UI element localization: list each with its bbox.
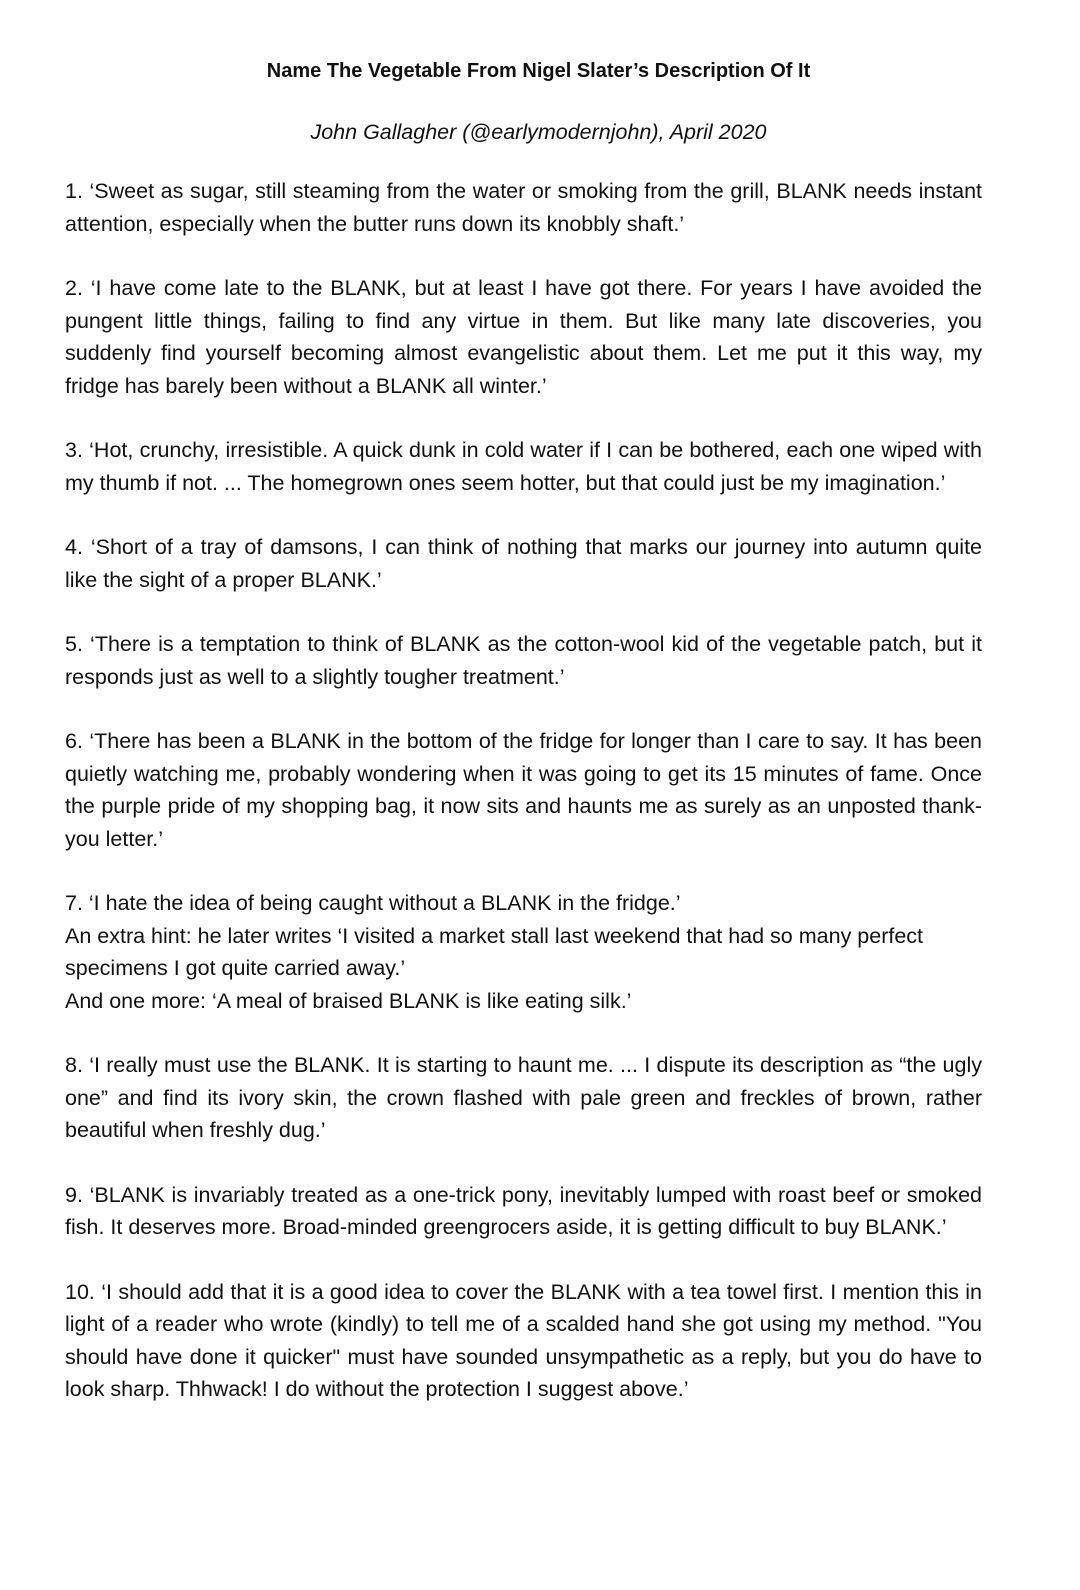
question-4 [65, 531, 982, 596]
question-8 [65, 1049, 982, 1147]
question-7 [65, 887, 982, 1017]
question-text: 2. ‘I have come late to the BLANK, but at least I have got there. For years I have avoided the pungent little things, failing to find any virtue in them. But like many late discoveries, you suddenly find yourself becoming almost evangelistic about them. Let me put it this way, my fridge has barely been without a BLANK all winter.’ [65, 276, 982, 398]
question-text: 5. ‘There is a temptation to think of BLANK as the cotton-wool kid of the vegetable patch, but it responds just as well to a slightly tougher treatment.’ [65, 632, 982, 689]
document-title: Name The Vegetable From Nigel Slater’s Description Of It [266, 60, 811, 82]
document-author: John Gallagher (@earlymodernjohn), April 2020 [310, 120, 767, 144]
question-6 [65, 725, 982, 855]
question-text: 9. ‘BLANK is invariably treated as a one-trick pony, inevitably lumped with roast beef or smoked fish. It deserves more. Broad-minded greengrocers aside, it is getting difficult to buy BLANK.’ [65, 1182, 982, 1239]
question-text: 1. ‘Sweet as sugar, still steaming from the water or smoking from the grill, BLANK needs instant attention, especially when the butter runs down its knobbly shaft.’ [65, 179, 982, 236]
question-hint-2: And one more: ‘A meal of braised BLANK is like eating silk.’ [65, 988, 632, 1013]
question-text: 3. ‘Hot, crunchy, irresistible. A quick dunk in cold water if I can be bothered, each one wiped with my thumb if not. ... The homegrown ones seem hotter, but that could just be my imagination.’ [65, 438, 982, 495]
question-text: 8. ‘I really must use the BLANK. It is starting to haunt me. ... I dispute its description as “the ugly one” and find its ivory skin, the crown flashed with pale green and freckles of brown, rather beautiful when freshly dug.’ [65, 1053, 982, 1142]
question-text: 4. ‘Short of a tray of damsons, I can think of nothing that marks our journey into autumn quite like the sight of a proper BLANK.’ [65, 535, 982, 592]
question-5 [65, 628, 982, 693]
question-9 [65, 1179, 982, 1244]
question-3 [65, 434, 982, 499]
question-text: 6. ‘There has been a BLANK in the bottom of the fridge for longer than I care to say. It has been quietly watching me, probably wondering when it was going to get its 15 minutes of fame. Once the purple pride of my shopping bag, it now sits and haunts me as surely as an unposted thank-you letter.’ [65, 729, 982, 851]
question-text: 10. ‘I should add that it is a good idea to cover the BLANK with a tea towel first. I mention this in light of a reader who wrote (kindly) to tell me of a scalded hand she got using my method. "You should have done it quicker" must have sounded unsympathetic as a reply, but you do have to look sharp. Thhwack! I do without the protection I suggest above.’ [65, 1279, 982, 1401]
question-2 [65, 272, 982, 402]
question-list [65, 175, 982, 1406]
question-hint: An extra hint: he later writes ‘I visited a market stall last weekend that had so many perfect specimens I got quite carried away.’ [65, 923, 924, 980]
question-1 [65, 175, 982, 240]
question-text: 7. ‘I hate the idea of being caught without a BLANK in the fridge.’ [65, 891, 681, 915]
question-10 [65, 1276, 982, 1406]
